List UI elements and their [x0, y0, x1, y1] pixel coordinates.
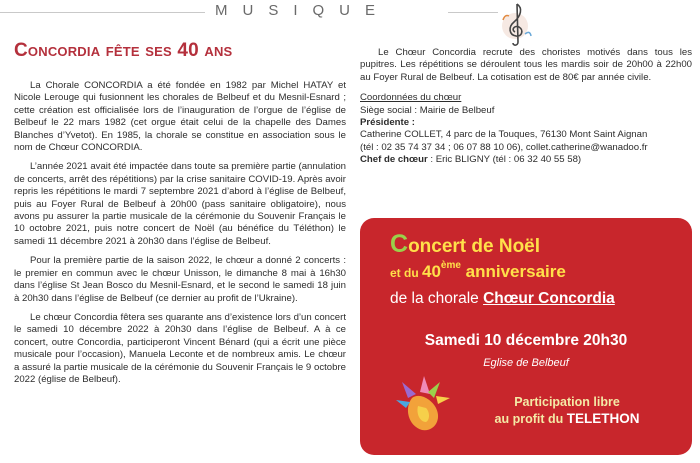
article-paragraph: Le chœur Concordia fêtera ses quarante ans d’existence lors d’un concert le samedi 10 décembre 2022 à 20h30 dans l’église de Belbeuf. A à ce concert, outre Concordia, participeront Vincent Bénard (qui a écrit une pièce musicale pour l’occasion), Manuela Leconte et de nombreux amis. Le chœur a assuré la partie musicale de la cérémonie du Souvenir Français le 9 octobre 2022 (église de Belbeuf).	[14, 311, 346, 385]
choir-director	[360, 154, 692, 166]
poster-date: Samedi 10 décembre 20h30	[424, 332, 628, 349]
president-name: Catherine COLLET, 4 parc de la Touques, 76130 Mont Saint Aignan	[360, 129, 648, 141]
article-paragraph: L’année 2021 avait été impactée dans toute sa première partie (annulation de concerts, arrêt des répétitions) par la crise sanitaire COVID-19. Après avoir repris les répétitions le mardi 7 septembre 2021 d’abord à l’église de Belbeuf, puis au Foyer Rural de Belbeuf à 20h00 (pass sanitaire obligatoire), nous avons pu assurer la partie musicale de la cérémonie du Souvenir Français le 10 octobre 2021, puis notre concert de Noël (au bénéfice du Téléthon) le samedi 11 décembre 2021 à 20h30 dans l’église de Belbeuf.	[14, 161, 346, 247]
article-body	[14, 80, 346, 393]
poster-choir	[390, 290, 615, 308]
concert-poster	[360, 218, 692, 455]
poster-anniversary-sup: ème	[440, 260, 461, 271]
poster-anniversary-prefix: et du	[390, 266, 422, 280]
telethon-logo	[394, 368, 454, 436]
recruitment-text: Le Chœur Concordia recrute des choristes motivés dans tous les pupitres. Les répétitions se déroulent tous les mardis soir de 20h00 à 22h00 au Foyer Rural de Belbeuf. La cotisation est de 80€ par année civile.	[360, 47, 692, 83]
poster-anniversary-number: 40	[422, 262, 441, 281]
sidebar-info	[360, 47, 692, 167]
article-title: Concordia fête ses 40 ans	[14, 40, 233, 61]
poster-beneficiary-name: TELETHON	[566, 411, 640, 426]
poster-choir-name: Chœur Concordia	[483, 290, 615, 307]
poster-title	[390, 230, 540, 259]
president-label: Présidente :	[360, 117, 415, 129]
poster-beneficiary	[452, 411, 682, 427]
contact-heading: Coordonnées du chœur	[360, 92, 462, 104]
head-office: Siège social : Mairie de Belbeuf	[360, 104, 495, 116]
contact-block	[360, 92, 692, 166]
choir-director-value: : Eric BLIGNY (tél : 06 32 40 55 58)	[427, 154, 582, 166]
header-rule-right	[448, 12, 498, 13]
header-rule-left	[0, 12, 205, 13]
article-paragraph: La Chorale CONCORDIA a été fondée en 1982 par Michel HATAY et Nicole Lerouge qui fusionnent les chorales de Belbeuf et du Mesnil-Esnard ; cette création est officialisée lors de l’inauguration de l’orgue de l’église de Belbeuf le 22 mars 1982 (cet orgue était celui de la chapelle des Dames Blanches d’Yvetot). En 1985, la chorale se constitue en association sous le nom de Chœur CONCORDIA.	[14, 80, 346, 154]
poster-title-rest: oncert de Noël	[408, 236, 541, 257]
poster-venue: Eglise de Belbeuf	[483, 357, 569, 369]
section-title: MUSIQUE	[215, 2, 391, 19]
choir-director-label: Chef de chœur	[360, 154, 428, 166]
section-header	[0, 0, 700, 26]
poster-participation: Participation libre	[514, 395, 620, 409]
poster-choir-prefix: de la chorale	[390, 290, 484, 307]
poster-anniversary	[390, 262, 566, 282]
poster-beneficiary-prefix: au profit du	[494, 412, 567, 426]
treble-clef-icon	[497, 0, 537, 48]
poster-anniversary-word: anniversaire	[460, 262, 566, 281]
poster-title-initial: C	[390, 230, 409, 258]
article-paragraph: Pour la première partie de la saison 2022, le chœur a donné 2 concerts : le premier en commun avec le chœur Unisson, le dimanche 8 mai à 16h30 dans l’église St Jean Bosco du Mesnil-Esnard, et le second le samedi 18 juin à 20h30 dans l’église de Belbeuf (ce dernier au profit de l’Ukraine).	[14, 255, 346, 304]
president-contact: (tél : 02 35 74 37 34 ; 06 07 88 10 06), collet.catherine@wanadoo.fr	[360, 141, 648, 153]
